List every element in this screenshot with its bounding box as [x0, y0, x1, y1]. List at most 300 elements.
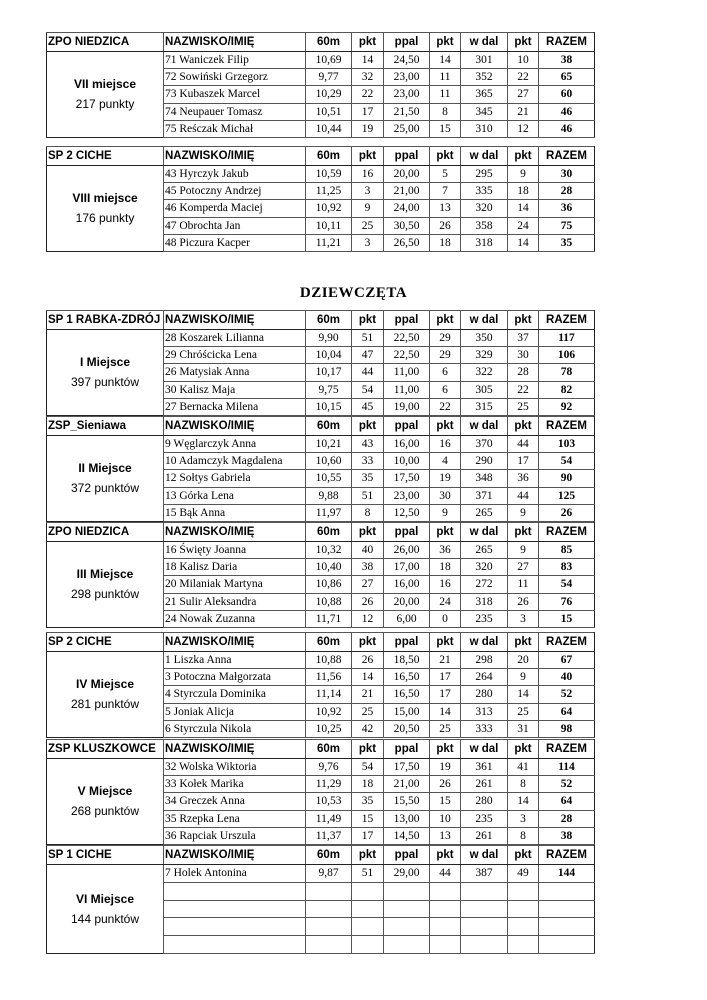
total-points — [539, 900, 595, 918]
points-jump: 25 — [508, 703, 539, 720]
total-points: 60 — [539, 86, 595, 103]
total-points: 78 — [539, 364, 595, 381]
long-jump: 301 — [461, 52, 508, 69]
header-name: NAZWISKO/IMIĘ — [164, 633, 306, 652]
total-points: 15 — [539, 610, 595, 627]
points-60m: 44 — [352, 364, 384, 381]
points-ball: 24 — [430, 593, 461, 610]
points-jump: 3 — [508, 610, 539, 627]
athlete-name: 12 Sołtys Gabriela — [164, 470, 306, 487]
ball-throw: 15,50 — [384, 793, 430, 810]
results-table — [46, 146, 595, 252]
long-jump: 261 — [461, 776, 508, 793]
points-ball: 15 — [430, 793, 461, 810]
time-60m: 11,49 — [306, 810, 352, 827]
time-60m: 11,71 — [306, 610, 352, 627]
place-label: VII miejsce — [73, 77, 137, 92]
header-ppal: ppal — [384, 33, 430, 52]
team-points: 144 punktów — [70, 911, 140, 926]
points-60m: 35 — [352, 470, 384, 487]
place-cell — [47, 542, 164, 628]
athlete-name: 43 Hyrczyk Jakub — [164, 166, 306, 183]
section-heading-girls: DZIEWCZĘTA — [299, 285, 408, 301]
place-label: I Miejsce — [79, 355, 131, 370]
time-60m: 10,04 — [306, 347, 352, 364]
points-jump: 9 — [508, 669, 539, 686]
points-ball: 6 — [430, 364, 461, 381]
total-points: 75 — [539, 217, 595, 234]
points-60m: 45 — [352, 398, 384, 415]
points-ball: 13 — [430, 827, 461, 844]
ball-throw: 21,00 — [384, 183, 430, 200]
athlete-name: 5 Joniak Alicja — [164, 703, 306, 720]
header-pkt: pkt — [352, 633, 384, 652]
total-points: 52 — [539, 686, 595, 703]
athlete-name: 48 Piczura Kacper — [164, 234, 306, 251]
points-jump: 22 — [508, 381, 539, 398]
header-w-dal: w dal — [461, 633, 508, 652]
header-razem: RAZEM — [539, 523, 595, 542]
table-row — [47, 542, 595, 559]
points-ball: 29 — [430, 330, 461, 347]
header-pkt: pkt — [430, 523, 461, 542]
total-points: 36 — [539, 200, 595, 217]
header-60m: 60m — [306, 740, 352, 759]
header-pkt: pkt — [508, 633, 539, 652]
total-points: 144 — [539, 865, 595, 883]
points-ball: 11 — [430, 86, 461, 103]
ball-throw: 16,50 — [384, 686, 430, 703]
points-ball: 16 — [430, 576, 461, 593]
ball-throw: 12,50 — [384, 504, 430, 521]
total-points — [539, 918, 595, 936]
points-60m — [352, 900, 384, 918]
points-jump: 36 — [508, 470, 539, 487]
points-jump: 41 — [508, 759, 539, 776]
points-60m: 14 — [352, 52, 384, 69]
long-jump: 320 — [461, 559, 508, 576]
points-jump — [508, 900, 539, 918]
place-cell — [47, 759, 164, 845]
total-points: 106 — [539, 347, 595, 364]
athlete-name: 47 Obrochta Jan — [164, 217, 306, 234]
points-60m: 51 — [352, 330, 384, 347]
long-jump: 352 — [461, 69, 508, 86]
total-points: 64 — [539, 703, 595, 720]
time-60m: 10,25 — [306, 720, 352, 737]
points-jump: 20 — [508, 652, 539, 669]
long-jump: 335 — [461, 183, 508, 200]
time-60m: 11,29 — [306, 776, 352, 793]
long-jump: 265 — [461, 504, 508, 521]
points-60m: 51 — [352, 865, 384, 883]
points-60m: 26 — [352, 593, 384, 610]
header-pkt: pkt — [430, 740, 461, 759]
points-jump: 22 — [508, 69, 539, 86]
points-ball — [430, 882, 461, 900]
time-60m: 10,92 — [306, 703, 352, 720]
header-pkt: pkt — [508, 523, 539, 542]
place-label: VI Miejsce — [75, 891, 135, 906]
total-points: 92 — [539, 398, 595, 415]
points-jump: 28 — [508, 364, 539, 381]
points-jump: 27 — [508, 559, 539, 576]
results-table — [46, 632, 595, 738]
time-60m: 10,53 — [306, 793, 352, 810]
header-pkt: pkt — [352, 417, 384, 436]
results-table — [46, 845, 595, 954]
athlete-name: 30 Kalisz Maja — [164, 381, 306, 398]
athlete-name: 7 Holek Antonina — [164, 865, 306, 883]
points-ball: 30 — [430, 487, 461, 504]
ball-throw: 16,00 — [384, 576, 430, 593]
time-60m: 11,14 — [306, 686, 352, 703]
header-w-dal: w dal — [461, 311, 508, 330]
results-table — [46, 310, 595, 416]
ball-throw: 22,50 — [384, 330, 430, 347]
points-jump: 17 — [508, 453, 539, 470]
points-jump: 9 — [508, 504, 539, 521]
ball-throw — [384, 936, 430, 954]
points-ball: 19 — [430, 759, 461, 776]
long-jump: 333 — [461, 720, 508, 737]
header-name: NAZWISKO/IMIĘ — [164, 311, 306, 330]
ball-throw: 23,00 — [384, 69, 430, 86]
points-60m: 43 — [352, 436, 384, 453]
points-60m: 38 — [352, 559, 384, 576]
header-razem: RAZEM — [539, 311, 595, 330]
ball-throw: 23,00 — [384, 86, 430, 103]
total-points: 125 — [539, 487, 595, 504]
team-points: 298 punktów — [70, 587, 140, 602]
athlete-name: 45 Potoczny Andrzej — [164, 183, 306, 200]
points-ball: 44 — [430, 865, 461, 883]
time-60m: 11,97 — [306, 504, 352, 521]
points-ball — [430, 900, 461, 918]
ball-throw: 20,00 — [384, 166, 430, 183]
ball-throw: 24,50 — [384, 52, 430, 69]
total-points: 76 — [539, 593, 595, 610]
time-60m: 10,92 — [306, 200, 352, 217]
athlete-name: 16 Święty Joanna — [164, 542, 306, 559]
header-pkt: pkt — [430, 147, 461, 166]
points-ball: 26 — [430, 776, 461, 793]
athlete-name: 9 Węglarczyk Anna — [164, 436, 306, 453]
long-jump: 280 — [461, 793, 508, 810]
time-60m: 11,25 — [306, 183, 352, 200]
header-60m: 60m — [306, 846, 352, 865]
header-w-dal: w dal — [461, 417, 508, 436]
points-60m: 3 — [352, 234, 384, 251]
athlete-name: 33 Kołek Marika — [164, 776, 306, 793]
long-jump: 264 — [461, 669, 508, 686]
athlete-name — [164, 900, 306, 918]
total-points: 46 — [539, 120, 595, 137]
table-row — [47, 436, 595, 453]
points-60m: 54 — [352, 381, 384, 398]
long-jump: 280 — [461, 686, 508, 703]
total-points: 28 — [539, 810, 595, 827]
time-60m: 9,75 — [306, 381, 352, 398]
points-60m: 25 — [352, 703, 384, 720]
header-ppal: ppal — [384, 147, 430, 166]
time-60m: 10,21 — [306, 436, 352, 453]
table-header-row — [47, 846, 595, 865]
long-jump: 345 — [461, 103, 508, 120]
points-60m: 54 — [352, 759, 384, 776]
results-table — [46, 32, 595, 138]
ball-throw: 21,00 — [384, 776, 430, 793]
points-jump — [508, 936, 539, 954]
school-name: ZPO NIEDZICA — [47, 33, 164, 52]
time-60m — [306, 900, 352, 918]
points-ball: 17 — [430, 686, 461, 703]
points-60m: 21 — [352, 686, 384, 703]
table-row — [47, 330, 595, 347]
header-ppal: ppal — [384, 417, 430, 436]
school-name: SP 1 CICHE — [47, 846, 164, 865]
long-jump: 320 — [461, 200, 508, 217]
time-60m: 10,15 — [306, 398, 352, 415]
ball-throw: 17,50 — [384, 470, 430, 487]
header-ppal: ppal — [384, 740, 430, 759]
athlete-name: 13 Górka Lena — [164, 487, 306, 504]
total-points: 90 — [539, 470, 595, 487]
points-ball: 25 — [430, 720, 461, 737]
header-60m: 60m — [306, 311, 352, 330]
points-jump: 30 — [508, 347, 539, 364]
points-60m — [352, 918, 384, 936]
time-60m: 9,88 — [306, 487, 352, 504]
time-60m: 9,76 — [306, 759, 352, 776]
points-ball: 18 — [430, 234, 461, 251]
header-ppal: ppal — [384, 846, 430, 865]
athlete-name: 4 Styrczula Dominika — [164, 686, 306, 703]
points-ball: 0 — [430, 610, 461, 627]
total-points — [539, 936, 595, 954]
long-jump: 290 — [461, 453, 508, 470]
long-jump: 318 — [461, 234, 508, 251]
time-60m: 11,21 — [306, 234, 352, 251]
points-60m: 22 — [352, 86, 384, 103]
points-jump: 44 — [508, 487, 539, 504]
header-w-dal: w dal — [461, 740, 508, 759]
header-pkt: pkt — [352, 147, 384, 166]
points-ball: 22 — [430, 398, 461, 415]
place-cell — [47, 652, 164, 738]
points-ball: 6 — [430, 381, 461, 398]
points-jump: 24 — [508, 217, 539, 234]
total-points: 26 — [539, 504, 595, 521]
header-pkt: pkt — [352, 33, 384, 52]
header-pkt: pkt — [508, 846, 539, 865]
long-jump: 272 — [461, 576, 508, 593]
points-ball: 9 — [430, 504, 461, 521]
total-points: 117 — [539, 330, 595, 347]
ball-throw: 19,00 — [384, 398, 430, 415]
points-60m: 33 — [352, 453, 384, 470]
header-w-dal: w dal — [461, 147, 508, 166]
points-60m: 32 — [352, 69, 384, 86]
points-ball: 14 — [430, 52, 461, 69]
place-label: IV Miejsce — [75, 677, 135, 692]
time-60m: 10,55 — [306, 470, 352, 487]
points-jump: 44 — [508, 436, 539, 453]
ball-throw: 22,50 — [384, 347, 430, 364]
table-header-row — [47, 147, 595, 166]
time-60m — [306, 882, 352, 900]
time-60m: 11,37 — [306, 827, 352, 844]
long-jump — [461, 900, 508, 918]
header-60m: 60m — [306, 633, 352, 652]
points-60m: 19 — [352, 120, 384, 137]
total-points: 54 — [539, 453, 595, 470]
total-points: 103 — [539, 436, 595, 453]
school-name: SP 2 CICHE — [47, 147, 164, 166]
header-razem: RAZEM — [539, 740, 595, 759]
ball-throw: 13,00 — [384, 810, 430, 827]
points-ball: 19 — [430, 470, 461, 487]
points-60m: 51 — [352, 487, 384, 504]
points-jump: 31 — [508, 720, 539, 737]
time-60m: 10,32 — [306, 542, 352, 559]
athlete-name — [164, 918, 306, 936]
athlete-name: 75 Reśczak Michał — [164, 120, 306, 137]
header-pkt: pkt — [508, 311, 539, 330]
header-name: NAZWISKO/IMIĘ — [164, 740, 306, 759]
time-60m: 10,44 — [306, 120, 352, 137]
total-points: 67 — [539, 652, 595, 669]
total-points: 82 — [539, 381, 595, 398]
total-points: 65 — [539, 69, 595, 86]
place-label: VIII miejsce — [72, 191, 138, 206]
athlete-name: 35 Rzepka Lena — [164, 810, 306, 827]
long-jump: 313 — [461, 703, 508, 720]
ball-throw: 25,00 — [384, 120, 430, 137]
ball-throw: 10,00 — [384, 453, 430, 470]
results-table — [46, 416, 595, 522]
points-jump: 10 — [508, 52, 539, 69]
points-60m: 40 — [352, 542, 384, 559]
ball-throw: 6,00 — [384, 610, 430, 627]
total-points: 35 — [539, 234, 595, 251]
athlete-name: 6 Styrczula Nikola — [164, 720, 306, 737]
total-points: 98 — [539, 720, 595, 737]
ball-throw — [384, 900, 430, 918]
total-points: 38 — [539, 52, 595, 69]
points-ball: 4 — [430, 453, 461, 470]
long-jump: 298 — [461, 652, 508, 669]
long-jump: 315 — [461, 398, 508, 415]
header-name: NAZWISKO/IMIĘ — [164, 417, 306, 436]
points-ball — [430, 918, 461, 936]
points-ball: 7 — [430, 183, 461, 200]
athlete-name: 71 Waniczek Filip — [164, 52, 306, 69]
points-ball: 36 — [430, 542, 461, 559]
points-60m: 15 — [352, 810, 384, 827]
table-header-row — [47, 633, 595, 652]
header-pkt: pkt — [430, 633, 461, 652]
header-pkt: pkt — [352, 523, 384, 542]
points-jump: 12 — [508, 120, 539, 137]
ball-throw — [384, 882, 430, 900]
school-name: ZPO NIEDZICA — [47, 523, 164, 542]
total-points: 40 — [539, 669, 595, 686]
ball-throw: 23,00 — [384, 487, 430, 504]
school-name: ZSP_Sieniawa — [47, 417, 164, 436]
points-60m: 9 — [352, 200, 384, 217]
points-ball — [430, 936, 461, 954]
table-row — [47, 166, 595, 183]
athlete-name — [164, 936, 306, 954]
long-jump — [461, 936, 508, 954]
total-points: 85 — [539, 542, 595, 559]
athlete-name: 27 Bernacka Milena — [164, 398, 306, 415]
time-60m: 11,56 — [306, 669, 352, 686]
points-ball: 10 — [430, 810, 461, 827]
points-ball: 13 — [430, 200, 461, 217]
header-60m: 60m — [306, 147, 352, 166]
place-cell — [47, 52, 164, 138]
header-ppal: ppal — [384, 633, 430, 652]
long-jump: 365 — [461, 86, 508, 103]
time-60m: 10,51 — [306, 103, 352, 120]
header-ppal: ppal — [384, 311, 430, 330]
athlete-name: 3 Potoczna Małgorzata — [164, 669, 306, 686]
athlete-name: 10 Adamczyk Magdalena — [164, 453, 306, 470]
ball-throw: 21,50 — [384, 103, 430, 120]
ball-throw: 16,50 — [384, 669, 430, 686]
ball-throw: 15,00 — [384, 703, 430, 720]
ball-throw: 14,50 — [384, 827, 430, 844]
points-jump: 37 — [508, 330, 539, 347]
points-ball: 18 — [430, 559, 461, 576]
time-60m — [306, 936, 352, 954]
header-w-dal: w dal — [461, 846, 508, 865]
header-name: NAZWISKO/IMIĘ — [164, 523, 306, 542]
header-pkt: pkt — [352, 311, 384, 330]
long-jump: 329 — [461, 347, 508, 364]
points-ball: 14 — [430, 703, 461, 720]
points-60m: 18 — [352, 776, 384, 793]
long-jump: 358 — [461, 217, 508, 234]
table-row — [47, 759, 595, 776]
points-jump — [508, 882, 539, 900]
header-60m: 60m — [306, 523, 352, 542]
points-jump: 14 — [508, 793, 539, 810]
header-pkt: pkt — [508, 740, 539, 759]
long-jump: 387 — [461, 865, 508, 883]
header-pkt: pkt — [352, 740, 384, 759]
ball-throw: 20,00 — [384, 593, 430, 610]
table-header-row — [47, 523, 595, 542]
header-pkt: pkt — [352, 846, 384, 865]
points-60m: 17 — [352, 827, 384, 844]
place-cell — [47, 865, 164, 954]
long-jump: 305 — [461, 381, 508, 398]
points-jump: 8 — [508, 776, 539, 793]
points-ball: 16 — [430, 436, 461, 453]
athlete-name: 21 Sulir Aleksandra — [164, 593, 306, 610]
table-header-row — [47, 311, 595, 330]
long-jump — [461, 918, 508, 936]
ball-throw: 29,00 — [384, 865, 430, 883]
points-jump: 14 — [508, 200, 539, 217]
table-row — [47, 52, 595, 69]
points-60m: 26 — [352, 652, 384, 669]
total-points: 46 — [539, 103, 595, 120]
time-60m: 9,87 — [306, 865, 352, 883]
